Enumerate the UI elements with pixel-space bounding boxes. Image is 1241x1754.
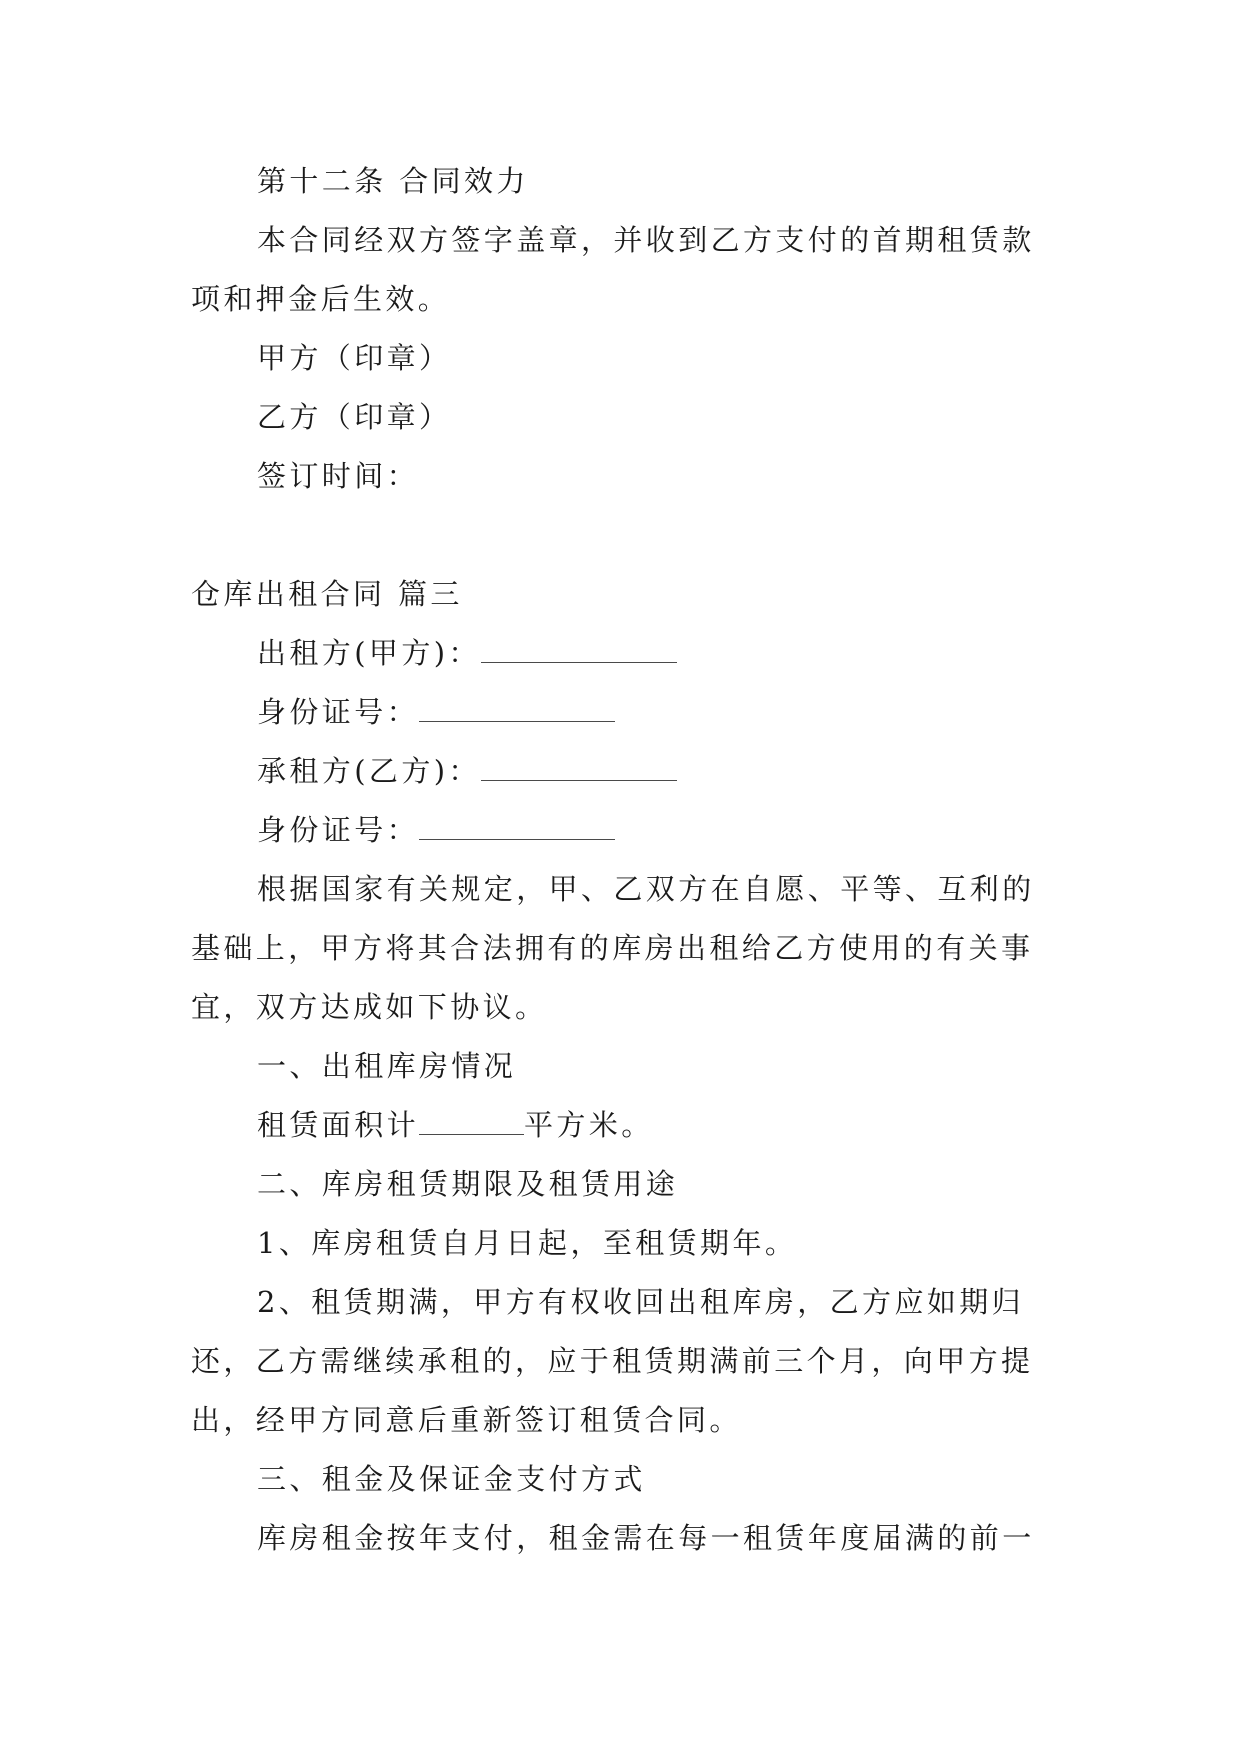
lessee-label: 承租方(乙方)：	[257, 754, 481, 788]
area-suffix: 平方米。	[524, 1108, 654, 1142]
clause2-item1: 1、库房租赁自月日起，至租赁期年。	[257, 1226, 798, 1260]
clause1-heading: 一、出租库房情况	[257, 1049, 517, 1083]
clause2-item2: 2、租赁期满，甲方有权收回出租库房，乙方应如期归还，乙方需继续承租的，应于租赁期满前三个月，向甲方提出，经甲方同意后重新签订租赁合同。	[191, 1285, 1034, 1437]
lessor-label: 出租方(甲方)：	[257, 636, 481, 670]
lessee-id-label: 身份证号：	[257, 813, 420, 847]
party-b-seal: 乙方（印章）	[257, 400, 452, 434]
lessor-blank	[481, 633, 677, 663]
lessor-line	[191, 624, 1051, 683]
lessor-id-blank	[419, 692, 615, 722]
clause2-heading: 二、库房租赁期限及租赁用途	[257, 1167, 679, 1201]
lessee-blank	[481, 751, 677, 781]
clause3-body: 库房租金按年支付，租金需在每一租赁年度届满的前一	[257, 1521, 1035, 1555]
party-a-seal: 甲方（印章）	[257, 341, 452, 375]
lessor-id-line	[191, 683, 1051, 742]
preamble: 根据国家有关规定，甲、乙双方在自愿、平等、互利的基础上，甲方将其合法拥有的库房出租给乙方使用的有关事宜，双方达成如下协议。	[191, 872, 1035, 1024]
area-blank	[419, 1105, 524, 1135]
lessee-line	[191, 742, 1051, 801]
sign-date-label: 签订时间：	[257, 459, 420, 493]
lessee-id-line	[191, 801, 1051, 860]
article12-heading: 第十二条 合同效力	[257, 164, 529, 198]
lessor-id-label: 身份证号：	[257, 695, 420, 729]
article12-body: 本合同经双方签字盖章，并收到乙方支付的首期租赁款项和押金后生效。	[191, 223, 1035, 316]
lessee-id-blank	[419, 810, 615, 840]
clause1-area-line	[191, 1096, 1051, 1155]
area-prefix: 租赁面积计	[257, 1108, 420, 1142]
clause3-heading: 三、租金及保证金支付方式	[257, 1462, 646, 1496]
section-title: 仓库出租合同 篇三	[191, 577, 463, 611]
